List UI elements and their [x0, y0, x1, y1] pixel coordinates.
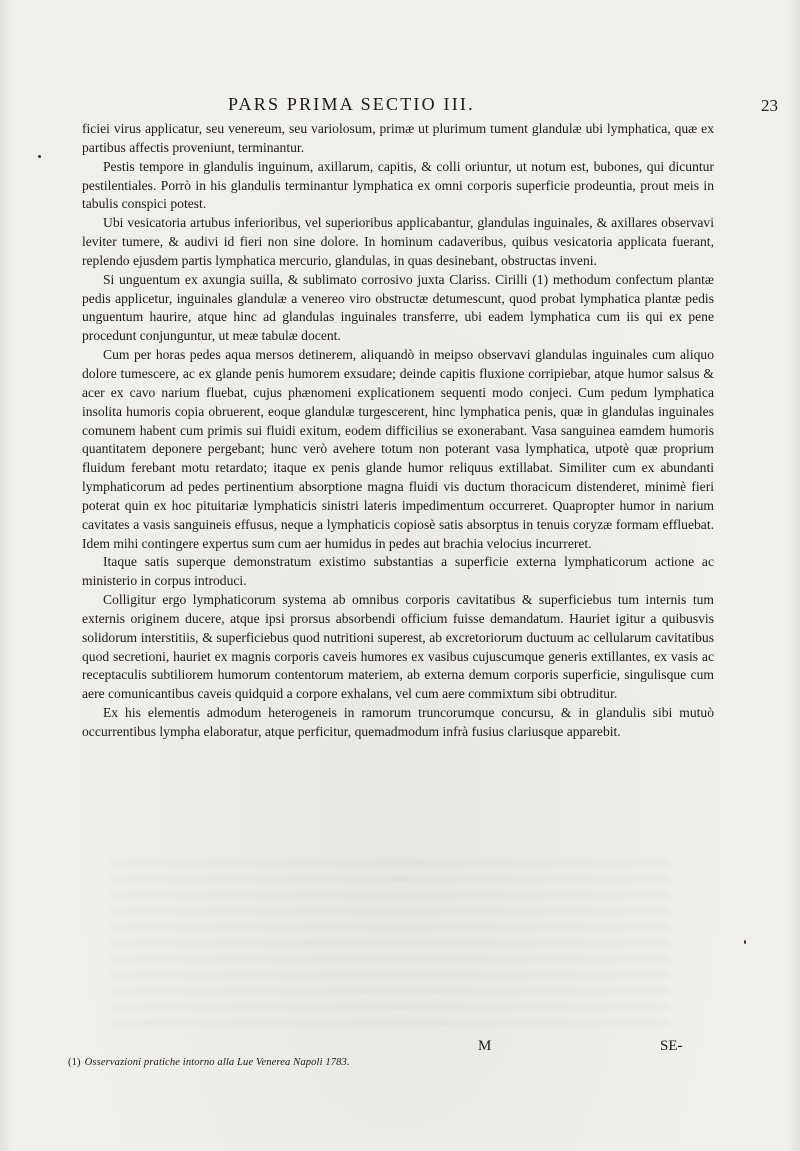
ink-speck — [38, 155, 41, 158]
paragraph: ficiei virus applicatur, seu venereum, seu variolosum, primæ ut plurimum tument glandulæ ubi lymphatica, quæ ex partibus affectis proveniunt, terminantur. — [82, 121, 714, 155]
ink-speck — [744, 940, 746, 944]
signature-mark: M — [478, 1038, 492, 1054]
paragraph: Cum per horas pedes aqua mersos detinerem, aliquandò in meipso observavi glandulas inguinales cum aliquo dolore tumescere, ac ex glande penis humorem exsudare; deinde capitis fluxione corripiebar, atque humor salsus & acer ex cavo narium fluebat, cujus phænomeni explicationem sequenti modo conjeci. Cum pedum lymphatica insolita humoris copia obruerent, eoque glandulæ turgescerent, hinc lymphatica penis, quæ in glandulas inguinales comunem habent cum primis sui fluidi exitum, eodem difficilius se exonerabant. Vasa sanguinea eamdem humoris quantitatem deponere pergebant; hunc verò avehere totum non poterant vasa lymphatica, utpotè quæ proprium fluidum ferebant motu retardato; itaque ex penis glande humor reliquus extillabat. Similiter cum ex abundanti lymphaticorum ad pedes pertinentium absorptione magna fluidi vis ductum thoracicum distenderet, minimè fieri poterat quin ex hoc pituitariæ lymphaticis sinistri lateris impedimentum occurreret. Quapropter humor in narium cavitates a vasis sanguineis effusus, neque a lymphaticis copiosè satis absorptus in tenuis coryzæ formam effluebat. Idem mihi contingere expertus sum cum aer humidus in pedes aut brachia velocius incurreret. — [82, 347, 714, 551]
paragraph: Ubi vesicatoria artubus inferioribus, vel superioribus applicabantur, glandulas inguinales, & axillares observavi leviter tumere, & audivi id fieri non sine dolore. In hominum cadaveribus, quibus vesicatoria applicata fuerant, replendo ejusdem partis lymphatica mercurio, glandulas, in quas desinebant, obstructas inveni. — [82, 215, 714, 268]
footnote-mark: (1) — [68, 1057, 81, 1068]
footnote — [68, 1057, 350, 1068]
paragraph: Si unguentum ex axungia suilla, & sublimato corrosivo juxta Clariss. Cirilli (1) methodum confectum plantæ pedis applicetur, inguinales glandulæ a venereo viro obstructæ detumescunt, quod probat lymphatica plantæ pedis unguentum haurire, atque hinc ad glandulas inguinales transferre, ubi eadem lymphatica cum iis qui ex pene procedunt conjunguntur, ut meæ tabulæ docent. — [82, 271, 714, 344]
page-number: 23 — [761, 96, 778, 115]
paragraph: Colligitur ergo lymphaticorum systema ab omnibus corporis cavitatibus & superficiebus tum internis tum externis originem ducere, atque ipsi prorsus absorbendi officium fuisse demandatum. Hauriet igitur a quibusvis solidorum interstitiis, & superficiebus quod nutritioni superest, ab excretoriorum ductuum ac cellularum cavitatibus quod secretioni, hauriet ex magnis corporis caveis humores ex vasibus cujuscumque generis extillantes, ex vasis ac receptaculis subtiliorem humorum contentorum materiem, ab externa demum corporis superficie, singulisque cum aere comunicantibus caveis quidquid a corpore exhalans, vel cum aere commixtum sibi obtruditur. — [82, 592, 714, 702]
paragraph: Itaque satis superque demonstratum existimo substantias a superficie externa lymphaticorum actione ac ministerio in corpus introduci. — [82, 554, 714, 589]
catchword: SE- — [660, 1038, 683, 1054]
paragraph: Pestis tempore in glandulis inguinum, axillarum, capitis, & colli oriuntur, ut notum est, bubones, qui dicuntur pestilentiales. Porrò in his glandulis terminantur lymphatica ex omni corporis superficie prodeuntia, prout meis in tabulis conspici potest. — [82, 158, 714, 212]
body-text — [82, 120, 714, 742]
running-head: PARS PRIMA SECTIO III. — [228, 94, 475, 114]
paragraph: Ex his elementis admodum heterogeneis in ramorum truncorumque concursu, & in glandulis sibi mutuò occurrentibus lympha elaboratur, atque perficitur, quemadmodum infrà fusius clariusque apparebit. — [82, 705, 714, 739]
footnote-text: Osservazioni pratiche intorno alla Lue Venerea Napoli 1783. — [84, 1057, 350, 1068]
show-through-texture — [110, 860, 670, 1030]
